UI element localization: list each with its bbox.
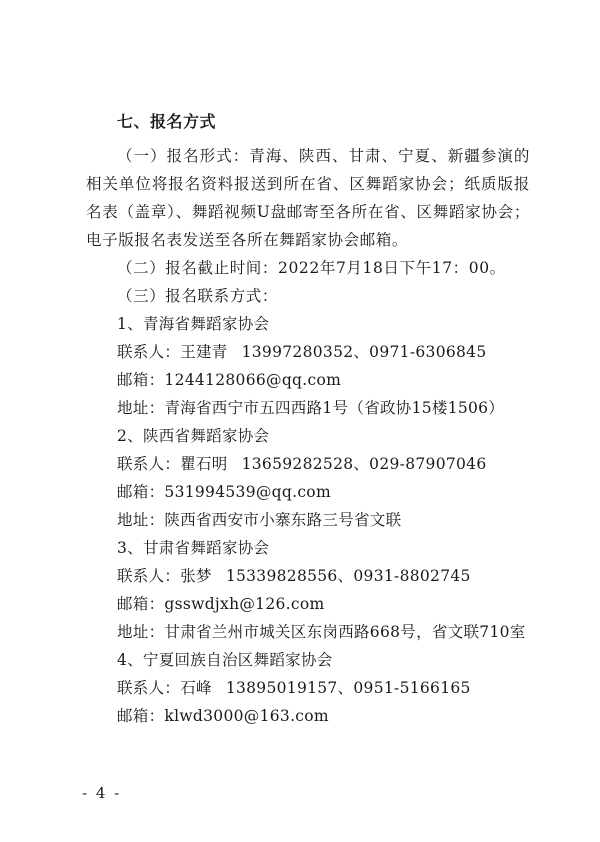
contact-address-line (86, 618, 530, 646)
contact-person-name: 瞿石明 (180, 455, 228, 473)
contact-address-line (86, 394, 530, 422)
contact-phones: 13895019157、0951-5166165 (225, 679, 471, 697)
contact-email-label: 邮箱： (117, 595, 165, 613)
contact-phones: 15339828556、0931-8802745 (225, 567, 471, 585)
contact-address: 陕西省西安市小寨东路三号省文联 (164, 511, 402, 529)
contact-email-line (86, 702, 530, 730)
contact-address-label: 地址： (117, 511, 165, 529)
contact-email-line (86, 590, 530, 618)
contact-person-name: 王建青 (180, 343, 228, 361)
contact-person-line (86, 338, 530, 366)
contact-block-gansu (86, 534, 530, 646)
contact-person-label: 联系人： (117, 567, 181, 585)
contact-email-label: 邮箱： (117, 707, 165, 725)
contact-email: 531994539@qq.com (164, 483, 331, 501)
contact-person-name: 石峰 (180, 679, 212, 697)
contact-phones: 13659282528、029-87907046 (241, 455, 487, 473)
document-body (86, 108, 530, 730)
contact-title: 3、甘肃省舞蹈家协会 (117, 539, 270, 557)
contact-email-line (86, 478, 530, 506)
paragraph-contact-intro: （三）报名联系方式： (117, 287, 279, 305)
contact-address: 青海省西宁市五四西路1号（省政协15楼1506） (164, 399, 505, 417)
contact-title: 4、宁夏回族自治区舞蹈家协会 (117, 651, 333, 669)
contact-address: 甘肃省兰州市城关区东岗西路668号，省文联710室 (164, 623, 526, 641)
contact-title: 2、陕西省舞蹈家协会 (117, 427, 270, 445)
contact-person-label: 联系人： (117, 679, 181, 697)
contact-email-label: 邮箱： (117, 483, 165, 501)
contact-email: gsswdjxh@126.com (164, 595, 325, 613)
paragraph-deadline: （二）报名截止时间：2022年7月18日下午17：00。 (117, 259, 506, 277)
contact-title: 1、青海省舞蹈家协会 (117, 315, 270, 333)
contact-block-ningxia (86, 646, 530, 730)
contact-address-label: 地址： (117, 399, 165, 417)
contact-block-shaanxi (86, 422, 530, 534)
contact-person-line (86, 450, 530, 478)
contact-address-line (86, 506, 530, 534)
section-heading: 七、报名方式 (117, 112, 217, 131)
contact-person-name: 张梦 (180, 567, 212, 585)
contact-person-label: 联系人： (117, 343, 181, 361)
contact-phones: 13997280352、0971-6306845 (241, 343, 487, 361)
contact-block-qinghai (86, 310, 530, 422)
contact-address-label: 地址： (117, 623, 165, 641)
contact-person-line (86, 562, 530, 590)
contact-email: 1244128066@qq.com (164, 371, 342, 389)
contact-email-label: 邮箱： (117, 371, 165, 389)
paragraph-registration-form: （一）报名形式：青海、陕西、甘肃、宁夏、新疆参演的相关单位将报名资料报送到所在省、区舞蹈家协会；纸质版报名表（盖章）、舞蹈视频U盘邮寄至各所在省、区舞蹈家协会；电子版报名表发送至各所在舞蹈家协会邮箱。 (86, 147, 530, 249)
contact-person-label: 联系人： (117, 455, 181, 473)
page-number: - 4 - (82, 784, 122, 802)
contact-email: klwd3000@163.com (164, 707, 329, 725)
contact-email-line (86, 366, 530, 394)
contact-person-line (86, 674, 530, 702)
